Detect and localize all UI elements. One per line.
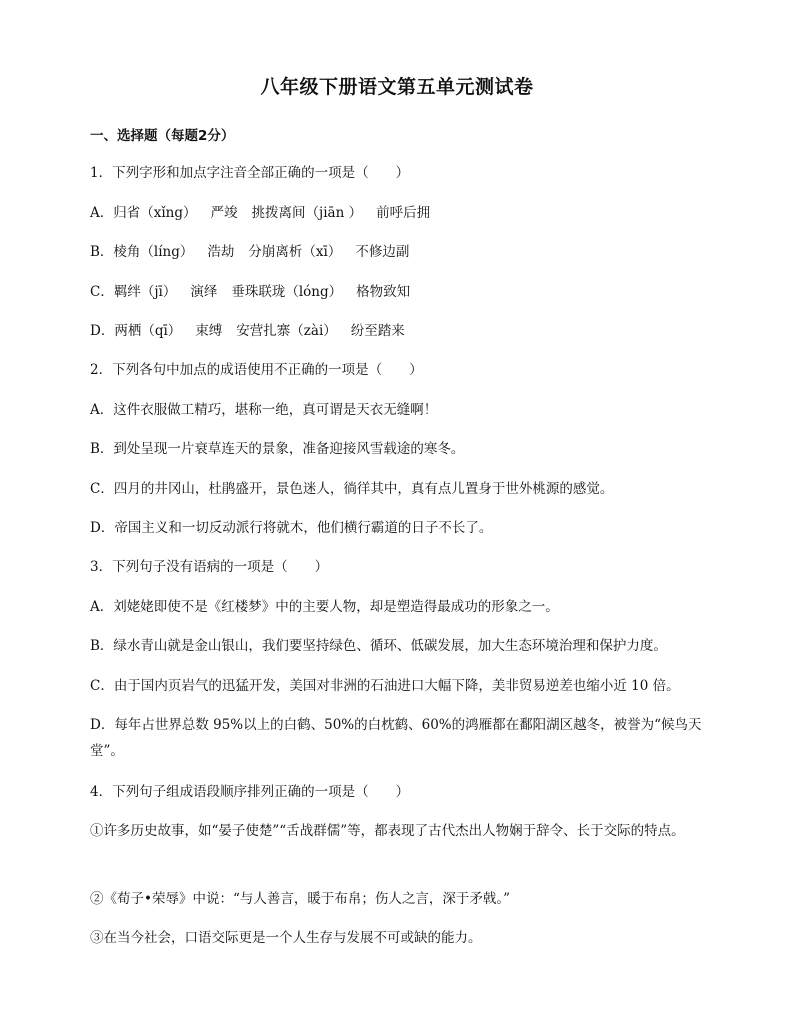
option-c-part-1: C．羁绊（jī） [90, 284, 177, 300]
option-a-part-4: 前呼后拥 [376, 205, 431, 221]
question-1-stem: 1．下列字形和加点字注音全部正确的一项是（ ） [90, 165, 410, 181]
section-heading: 一、选择题（每题2分） [90, 128, 235, 144]
question-4-sentence-2: ②《荀子•荣辱》中说：“与人善言，暖于布帛；伤人之言，深于矛戟。” [90, 891, 511, 907]
option-d-part-4: 纷至踏来 [350, 323, 405, 339]
question-4-sentence-3: ③在当今社会，口语交际更是一个人生存与发展不可或缺的能力。 [90, 930, 482, 946]
question-2-option-c: C．四月的井冈山，杜鹃盛开，景色迷人，徜徉其中，真有点儿置身于世外桃源的感觉。 [90, 481, 614, 497]
option-b-part-4: 不修边副 [355, 244, 410, 260]
option-d-part-2: 束缚 [195, 323, 223, 339]
question-3-option-c: C．由于国内页岩气的迅猛开发，美国对非洲的石油进口大幅下降，美非贸易逆差也缩小近 10 倍。 [90, 678, 680, 694]
question-1-option-a [90, 202, 444, 224]
option-c-part-4: 格物致知 [356, 284, 411, 300]
question-2-option-a: A．这件衣服做工精巧，堪称一绝，真可谓是天衣无缝啊！ [90, 402, 438, 418]
question-2-stem: 2．下列各句中加点的成语使用不正确的一项是（ ） [90, 362, 423, 378]
question-1-option-b [90, 241, 423, 263]
question-3-option-a: A．刘姥姥即使不是《红楼梦》中的主要人物，却是塑造得最成功的形象之一。 [90, 599, 559, 615]
question-3-option-b: B．绿水青山就是金山银山，我们要坚持绿色、循环、低碳发展，加大生态环境治理和保护力度。 [90, 638, 667, 654]
page-title: 八年级下册语文第五单元测试卷 [260, 76, 534, 98]
question-1-option-d [90, 320, 419, 342]
question-4-sentence-1: ①许多历史故事，如“晏子使楚”“舌战群儒”等，都表现了古代杰出人物娴于辞令、长于交际的特点。 [90, 823, 685, 839]
question-3-option-d: D．每年占世界总数 95%以上的白鹤、50%的白枕鹤、60%的鸿雁都在鄱阳湖区越冬，被誉为“候鸟天堂”。 [90, 717, 702, 759]
option-a-part-1: A．归省（xǐng） [90, 205, 197, 221]
option-b-part-3: 分崩离析（xī） [248, 244, 342, 260]
option-b-part-1: B．棱角（líng） [90, 244, 194, 260]
option-c-part-2: 演绎 [190, 284, 218, 300]
question-4-stem: 4．下列句子组成语段顺序排列正确的一项是（ ） [90, 784, 410, 800]
option-a-part-2: 严竣 [210, 205, 238, 221]
option-b-part-2: 浩劫 [207, 244, 235, 260]
option-c-part-3: 垂珠联珑（lóng） [231, 284, 343, 300]
option-d-part-3: 安营扎寨（zài） [236, 323, 337, 339]
question-3-stem: 3．下列句子没有语病的一项是（ ） [90, 559, 329, 575]
option-d-part-1: D．两栖（qī） [90, 323, 182, 339]
question-1-option-c [90, 281, 424, 303]
option-a-part-3: 挑拨离间（jiān ） [251, 205, 363, 221]
question-2-option-d: D．帝国主义和一切反动派行将就木，他们横行霸道的日子不长了。 [90, 520, 493, 536]
question-2-option-b: B．到处呈现一片衰草连天的景象，准备迎接风雪载途的寒冬。 [90, 441, 465, 457]
